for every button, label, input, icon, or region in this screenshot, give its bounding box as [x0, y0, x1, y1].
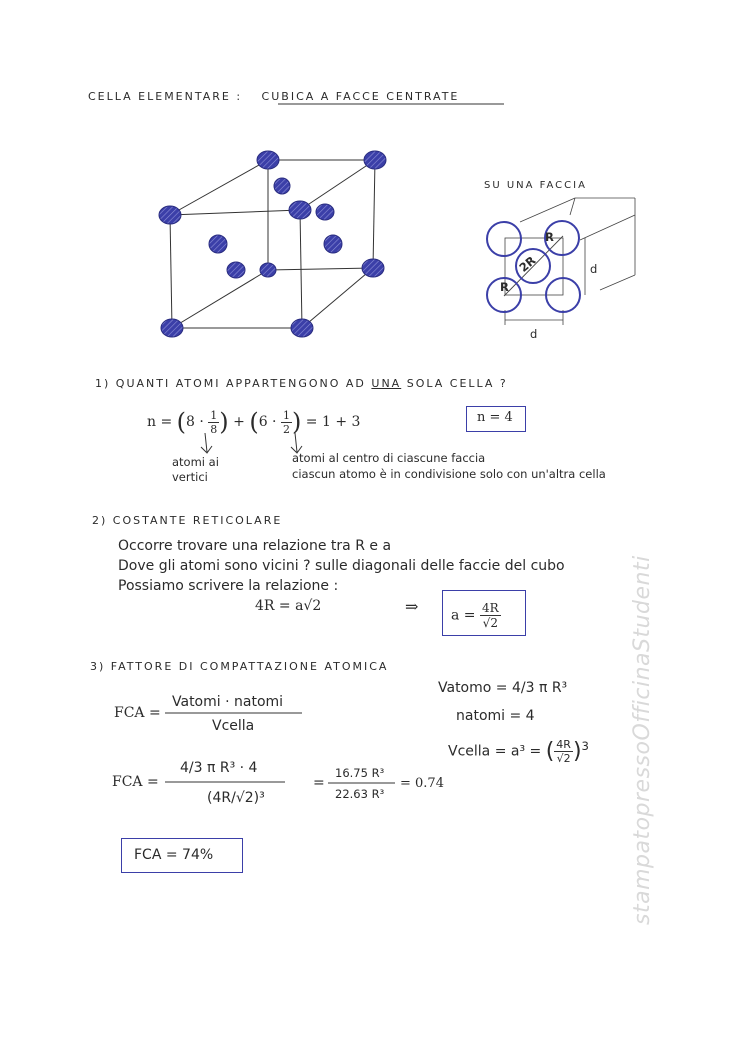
face-d-label-side: d	[590, 262, 598, 276]
watermark: stampatopressoOfficinaStudenti	[630, 555, 655, 925]
section1-heading: 1) QUANTI ATOMI APPARTENGONO AD UNA SOLA CELLA ?	[95, 377, 508, 390]
atom-corner	[161, 319, 183, 337]
atom-face	[274, 178, 290, 194]
fca-def-lhs: FCA =	[114, 705, 161, 721]
fca-def-num: Vatomi · natomi	[172, 694, 284, 710]
n-atomi: natomi = 4	[456, 708, 535, 724]
atom-face	[316, 204, 334, 220]
face-r-label-2: R	[500, 280, 509, 294]
atom-corner	[257, 151, 279, 169]
fca-def-den: Vcella	[212, 718, 255, 734]
fcc-cube-diagram	[170, 160, 375, 328]
fca-num2: 16.75 R³	[335, 766, 385, 780]
atom-corner	[260, 263, 276, 277]
page-title	[88, 90, 459, 103]
v-cella: Vcella = a³ = ( $\frac{4R}{√2}$ )$^3$	[448, 738, 589, 765]
note-vertices: atomi ai vertici	[172, 455, 219, 484]
face-d-label-bottom: d	[530, 327, 538, 341]
annotation-arrows	[201, 433, 302, 453]
result-box-a: a = $\frac{4R}{√2}$	[442, 590, 526, 636]
face-diagram-label: SU UNA FACCIA	[484, 180, 587, 191]
section2-text: Occorre trovare una relazione tra R e a Dove gli atomi sono vicini ? sulle diagonali delle faccie del cubo Possiamo scrivere la relazione :	[118, 538, 565, 594]
section3-heading: 3) FATTORE DI COMPATTAZIONE ATOMICA	[90, 660, 389, 673]
fca-den2: 22.63 R³	[335, 787, 385, 801]
section2-equation: 4R = a√2	[255, 598, 322, 614]
atom-face	[209, 235, 227, 253]
atom-corner	[289, 201, 311, 219]
final-result-box: FCA = 74%	[121, 838, 243, 873]
face-r-label: R	[545, 230, 554, 244]
note-faces: atomi al centro di ciascune faccia ciascun atomo è in condivisione solo con un'altra cella	[292, 451, 606, 481]
v-atomo: Vatomo = 4/3 π R³	[438, 680, 568, 696]
title-underlined: CUBICA A FACCE CENTRATE	[261, 90, 460, 103]
section1-formula: n = (8 · $\frac{1}{8}$ ) + (6 · $\frac{1}{2}$ ) = 1 + 3	[147, 408, 361, 436]
atom-corner	[364, 151, 386, 169]
title-prefix: CELLA ELEMENTARE :	[88, 90, 243, 103]
fca-calc-num: 4/3 π R³ · 4	[180, 760, 258, 776]
fca-calc-den: (4R/√2)³	[207, 790, 265, 806]
fca-calc-eq: =	[313, 775, 325, 791]
fcc-atoms	[159, 151, 386, 337]
atom-face	[324, 235, 342, 253]
atom-corner	[159, 206, 181, 224]
section2-heading: 2) COSTANTE RETICOLARE	[92, 514, 283, 527]
atom-corner	[362, 259, 384, 277]
face-2r-label: 2R	[516, 253, 539, 275]
fca-calc-lhs: FCA =	[112, 774, 159, 790]
result-box-n: n = 4	[466, 406, 526, 432]
atom-corner	[291, 319, 313, 337]
implies-arrow: ⇒	[405, 597, 419, 616]
fca-value: = 0.74	[400, 776, 444, 791]
atom-face	[227, 262, 245, 278]
